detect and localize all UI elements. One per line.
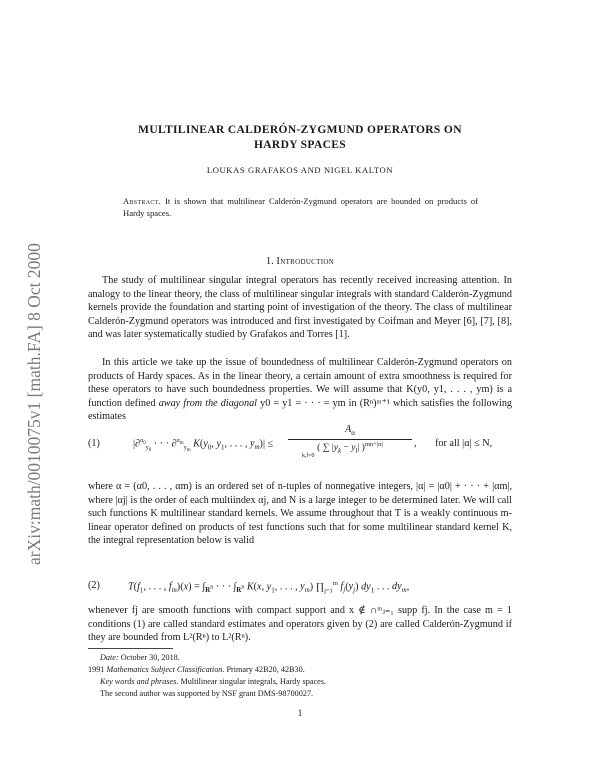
footnote-date-label: Date: xyxy=(100,653,119,662)
abstract-text: It is shown that multilinear Calderón-Zygmund operators are bounded on products of Hardy spaces. xyxy=(123,196,478,218)
paragraph-2 xyxy=(88,356,512,424)
equation-1-fraction: $A_\alpha$ ( ∑ $|y_k - y_l|$ )$^{mn+|\alpha|}$ k,l=0 xyxy=(288,424,412,459)
footnote-date xyxy=(100,652,520,664)
equation-1-lhs: |∂$^{\alpha_0}_{y_0}$ · · · ∂$^{\alpha_m}_{y_m}$ $K(y_0$, $y_1$, . . . , $y_m)|$ ≤ xyxy=(133,438,274,454)
equation-1-condition: for all |α| ≤ N, xyxy=(435,438,493,449)
paper-title-line-2: HARDY SPACES xyxy=(253,139,347,151)
paragraph-3 xyxy=(88,480,512,548)
section-heading xyxy=(0,256,600,267)
arxiv-stamp-text: arXiv:math/0010075v1 [math.FA] 8 Oct 2000 xyxy=(24,243,44,565)
paragraph-2-text-b: y0 = y1 = · · · = ym in (Rⁿ)ᵐ⁺¹ which satisfies the following estimates xyxy=(88,397,513,423)
authors: LOUKAS GRAFAKOS AND NIGEL KALTON xyxy=(206,165,394,175)
footnote-msc-year: 1991 xyxy=(88,665,105,674)
footnote-keywords-value: Multilinear singular integrals, Hardy spaces. xyxy=(180,677,326,686)
section-title: Introduction xyxy=(276,256,335,267)
abstract xyxy=(123,196,478,219)
abstract-label: Abstract. xyxy=(123,196,162,206)
paragraph-2-text-a: In this article we take up the issue of boundedness of multilinear Calderón-Zygmund operators on products of Hardy spaces. As in the linear theory, a certain amount of extra smoothness is required for these operators to have such boundedness properties. We will assume that K(y0, y1, . . . , ym) is a function defined xyxy=(88,357,512,409)
footnote-rule xyxy=(88,648,173,649)
footnote-keywords-label: Key words and phrases. xyxy=(100,677,179,686)
paragraph-1 xyxy=(88,274,512,342)
arxiv-stamp xyxy=(2,170,62,570)
paragraph-1-text: The study of multilinear singular integral operators has recently received increasing attention. In analogy to the linear theory, the class of multilinear singular integrals with standard Calderón-Zygmund kernels provide the foundation and starting point of investigation of the theory. The class of multilinear Calderón-Zygmund operators was introduced and first investigated by Coifman and Meyer [6], [7], [8], and was later systematically studied by Grafakos and Torres [1]. xyxy=(88,275,512,341)
equation-1: (1) |∂$^{\alpha_0}_{y_0}$ · · · ∂$^{\alpha_m}_{y_m}$ $K(y_0$, $y_1$, . . . , $y_m)|$ ≤ $A_\alpha$ ( ∑ $|y_k - y_l|$ )$^{mn+|\alpha|}$ k,l=0 , for all |α| ≤ N, xyxy=(88,424,493,460)
equation-1-number: (1) xyxy=(88,438,100,449)
footnote-keywords xyxy=(100,676,520,688)
paragraph-4-text: whenever fj are smooth functions with compact support and x ∉ ∩ᵐⱼ₌₁ supp fj. In the case m = 1 conditions (1) are called standard estimates and operators given by (2) are called Calderón-Zygmund if they are bounded from L²(Rⁿ) to L²(Rⁿ). xyxy=(88,605,512,644)
paragraph-4 xyxy=(88,604,512,645)
paragraph-2-italic: away from the diagonal xyxy=(158,397,257,409)
footnote-msc-label: Mathematics Subject Classification. xyxy=(106,665,225,674)
equation-2-body: $T(f_1$, . . . , $f_m)(x) = \int_{R^n}$ · · · $\int_{R^n}$ K(x, $y_1$, . . . , $y_m$) $\prod_{j=1}^m$ $f_j(y_j)$ $dy_1$ . . . $dy_m$, xyxy=(128,580,410,595)
footnote-date-value: October 30, 2018. xyxy=(120,653,180,662)
footnote-msc xyxy=(88,664,508,676)
equation-2-number: (2) xyxy=(88,580,100,591)
paper-title-line-1: MULTILINEAR CALDERÓN-ZYGMUND OPERATORS ON xyxy=(138,124,462,136)
footnote-msc-value: Primary 42B20, 42B30. xyxy=(226,665,305,674)
equation-2 xyxy=(88,570,512,608)
footnote-support: The second author was supported by NSF grant DMS-98700027. xyxy=(100,689,314,698)
page-number: 1 xyxy=(297,708,303,718)
paragraph-3-text: where α = (α0, . . . , αm) is an ordered set of n-tuples of nonnegative integers, |α| = |α0| + · · · + |αm|, where |αj| is the order of each multiindex αj, and N is a large integer to be determined later. We will call such functions K multilinear standard kernels. We assume throughout that T is a weakly continuous m-linear operator defined on products of test functions such that for some multilinear standard kernel K, the integral representation below is valid xyxy=(88,481,512,547)
section-number: 1. xyxy=(265,256,274,267)
